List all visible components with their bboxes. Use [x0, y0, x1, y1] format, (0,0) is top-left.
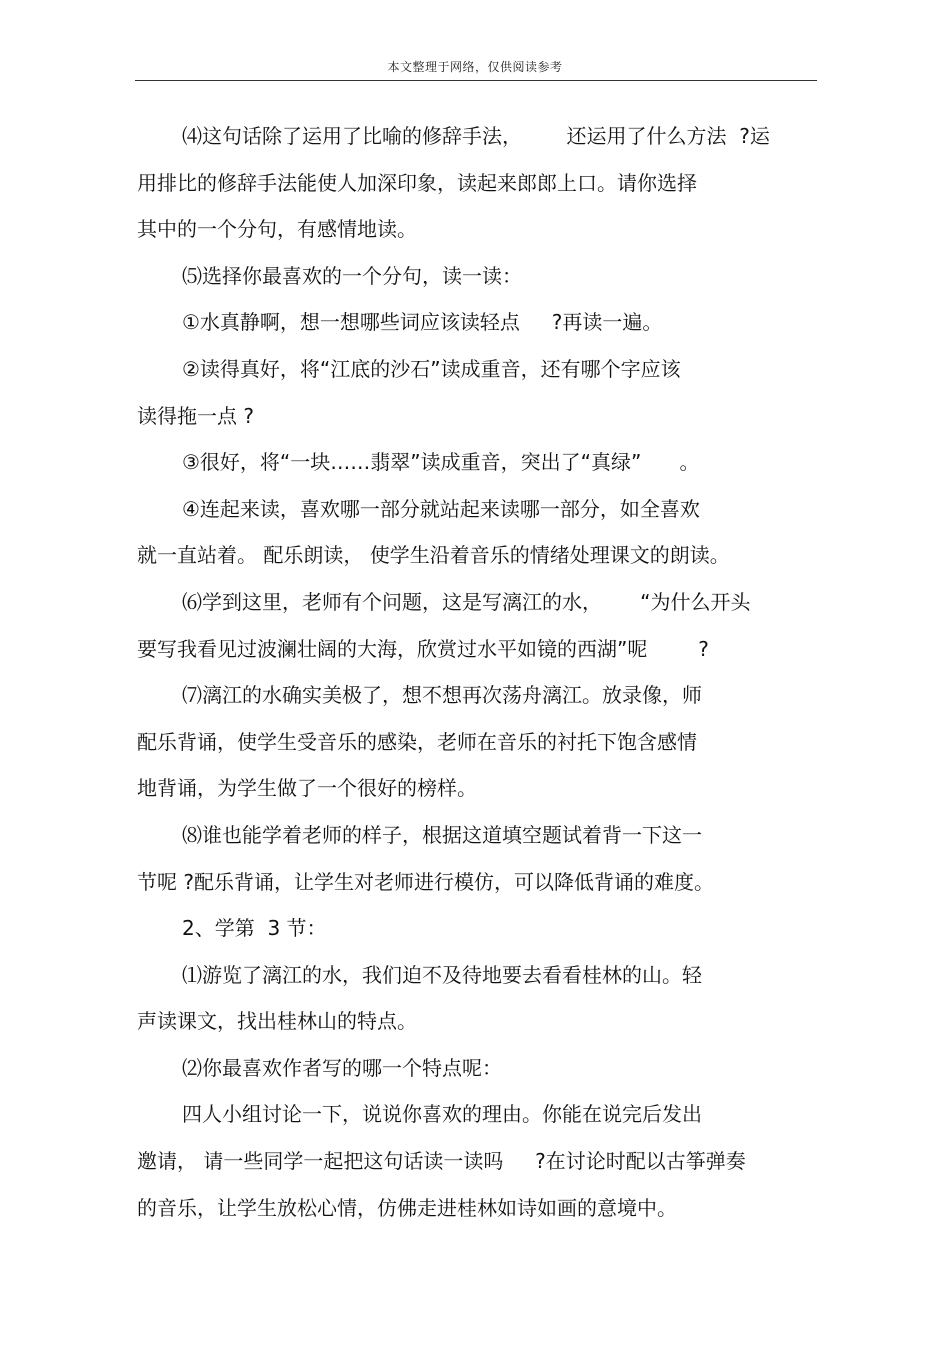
document-body: [137, 113, 827, 1231]
text-line: ②读得真好，将“江底的沙石”读成重音，还有哪个字应该: [182, 356, 681, 381]
text-line: 四人小组讨论一下，说说你喜欢的理由。你能在说完后发出: [182, 1102, 702, 1127]
text-line: 配乐背诵，使学生受音乐的感染，老师在音乐的衬托下饱含感情: [137, 729, 697, 754]
text-line: 邀请， 请一些同学一起把这句话读一读吗 ?在讨论时配以古筝弹奏: [137, 1149, 746, 1174]
text-line: 的音乐，让学生放松心情，仿佛走进桂林如诗如画的意境中。: [137, 1195, 677, 1220]
text-line: ④连起来读，喜欢哪一部分就站起来读哪一部分，如全喜欢: [182, 496, 700, 521]
text-line: 地背诵，为学生做了一个很好的榜样。: [137, 776, 477, 801]
text-line: ⑹学到这里，老师有个问题，这是写漓江的水， “为什么开头: [182, 589, 751, 614]
text-line: ⑸选择你最喜欢的一个分句，读一读：: [182, 263, 522, 288]
text-line: 节呢 ?配乐背诵，让学生对老师进行模仿，可以降低背诵的难度。: [137, 869, 714, 894]
text-line: ①水真静啊，想一想哪些词应该读轻点 ?再读一遍。: [182, 310, 663, 335]
header-divider: [135, 80, 817, 81]
page-header: 本文整理于网络，仅供阅读参考: [387, 60, 563, 74]
text-line: 用排比的修辞手法能使人加深印象，读起来郎郎上口。请你选择: [137, 170, 697, 195]
text-line: ③很好，将“一块……翡翠”读成重音，突出了“真绿” 。: [182, 450, 700, 475]
text-line: 其中的一个分句，有感情地读。: [137, 217, 417, 242]
text-line: 要写我看见过波澜壮阔的大海，欣赏过水平如镜的西湖”呢 ?: [137, 636, 709, 661]
text-line: ⑺漓江的水确实美极了，想不想再次荡舟漓江。放录像，师: [182, 683, 702, 708]
text-line: ⑴游览了漓江的水，我们迫不及待地要去看看桂林的山。轻: [182, 962, 702, 987]
text-line: 就一直站着。 配乐朗读， 使学生沿着音乐的情绪处理课文的朗读。: [137, 543, 730, 568]
text-line: 2、学第 3 节：: [182, 916, 327, 941]
text-line: 读得拖一点 ?: [137, 403, 254, 428]
text-line: ⑵你最喜欢作者写的哪一个特点呢：: [182, 1055, 502, 1080]
text-line: ⑷这句话除了运用了比喻的修辞手法， 还运用了什么方法 ?运: [182, 124, 770, 148]
text-line: ⑻谁也能学着老师的样子，根据这道填空题试着背一下这一: [182, 822, 702, 847]
text-line: 声读课文，找出桂林山的特点。: [137, 1009, 417, 1034]
